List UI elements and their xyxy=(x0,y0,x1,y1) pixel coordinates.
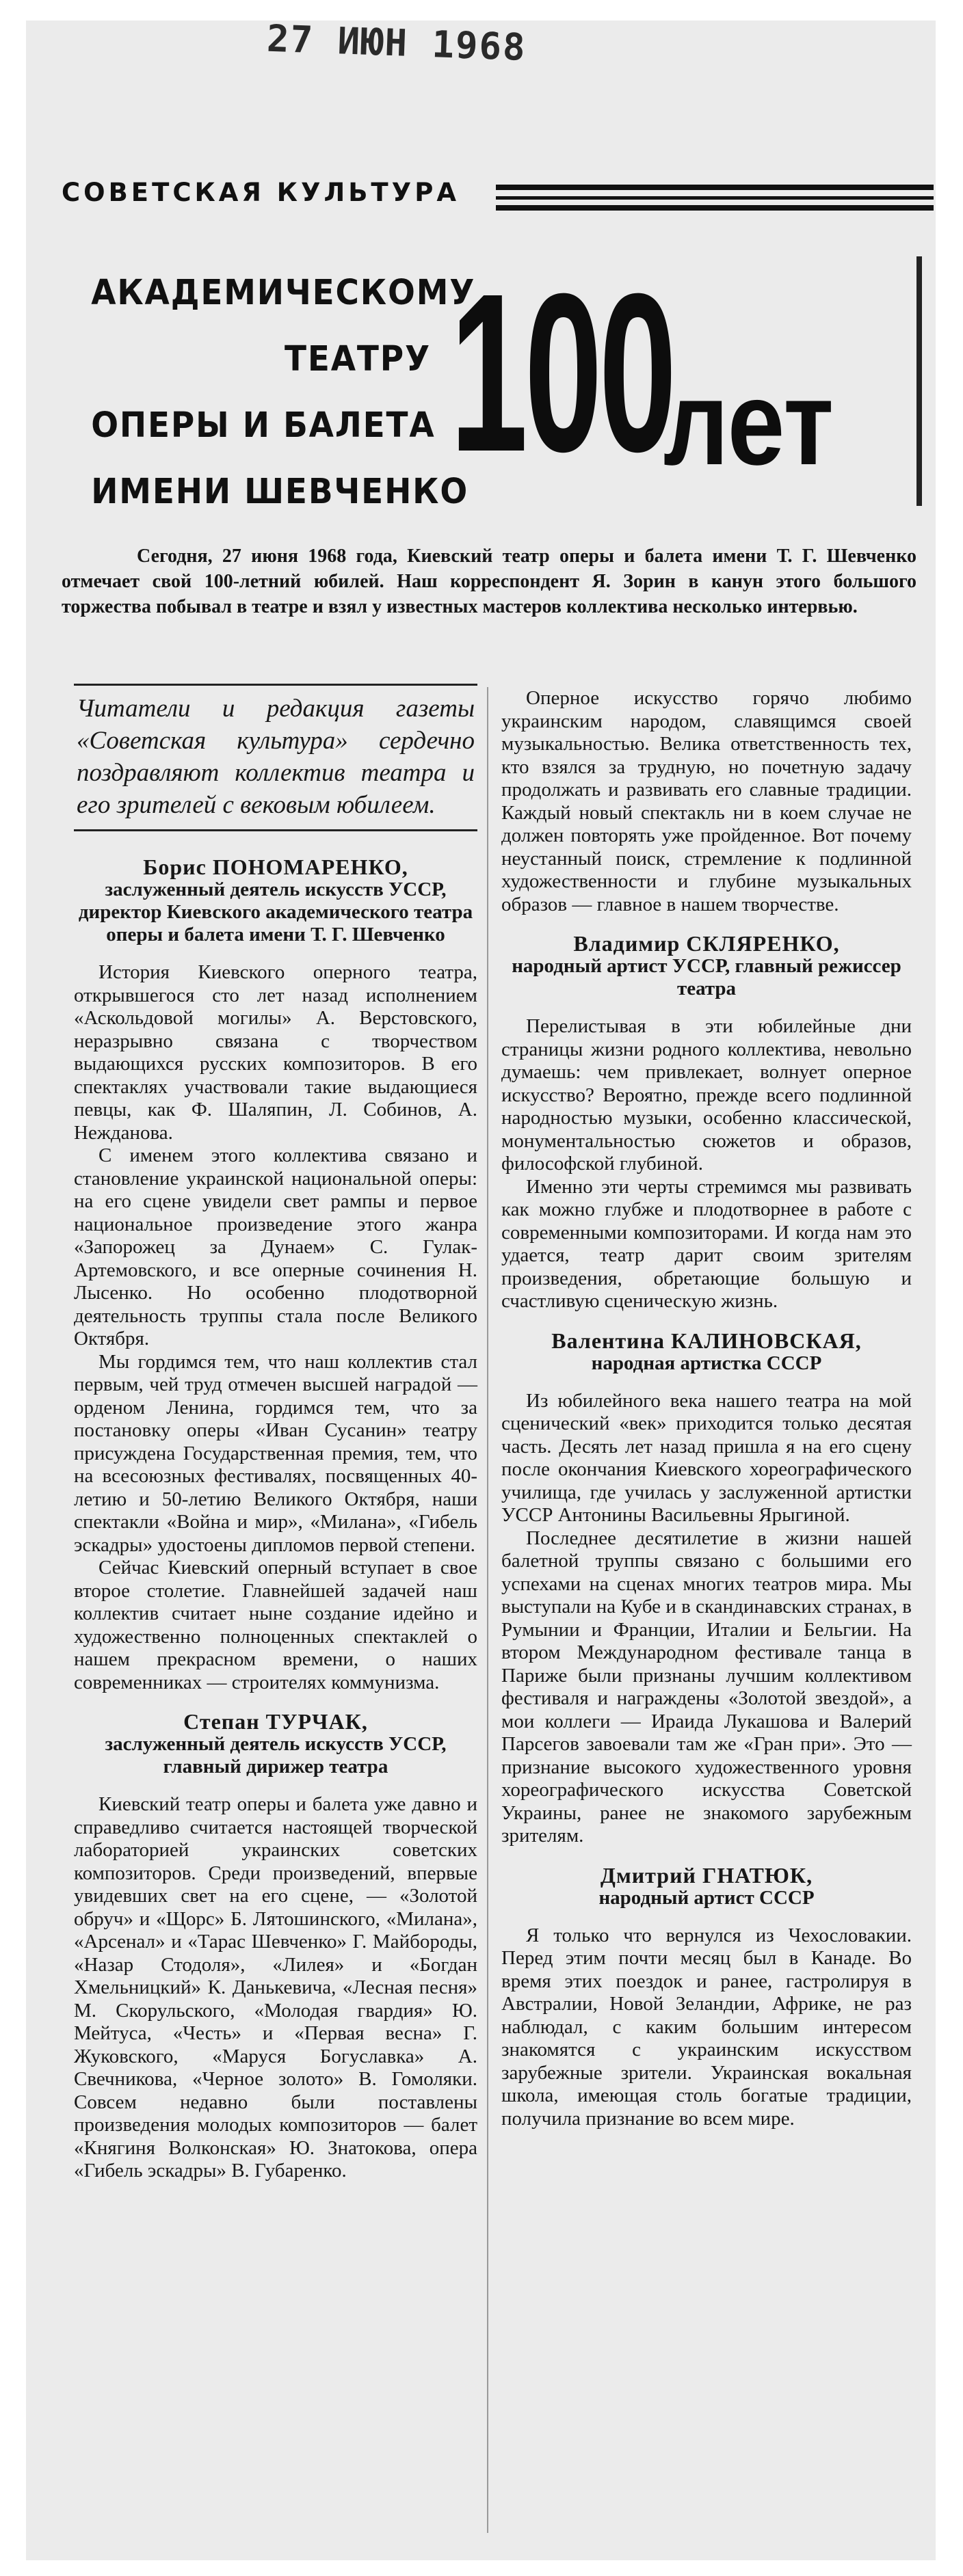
author-name: Валентина КАЛИНОВСКАЯ, xyxy=(551,1328,862,1353)
anniversary-number: 100 xyxy=(450,246,674,498)
date-stamp: 27 ИЮН 1968 xyxy=(266,16,527,69)
paragraph: С именем этого коллектива связано и становление украинской национальной оперы: на его сцене увидели свет рампы и первое национальное произведение этого жанра «Запорожец за Дунаем» С. Гулак-Артемовского, и все оперные сочинения Н. Лысенко. Но особенно плодотворной деятельность труппы стала после Великого Октября. xyxy=(74,1144,477,1350)
headline xyxy=(91,260,476,525)
headline-line-3: ОПЕРЫ И БАЛЕТА xyxy=(91,405,436,446)
headline-right-bar xyxy=(916,256,922,506)
newspaper-masthead: СОВЕТСКАЯ КУЛЬТУРА xyxy=(62,178,460,207)
masthead-rule-middle xyxy=(496,196,934,200)
author-name: Борис ПОНОМАРЕНКО, xyxy=(143,855,408,879)
anniversary-word: лет xyxy=(663,357,834,490)
headline-line-1: АКАДЕМИЧЕСКОМУ xyxy=(91,273,476,313)
masthead-rule-top xyxy=(496,185,934,190)
greeting-box xyxy=(74,684,477,831)
paragraph: Из юбилейного века нашего театра на мой сценический «век» приходится только десятая часть. Десять лет назад пришла я на его сцену после окончания Киевского хореографического училища, где училась у заслуженной артистки УССР Антонины Васильевны Ярыгиной. xyxy=(501,1389,912,1526)
paragraph: Сейчас Киевский оперный вступает в свое второе столетие. Главнейшей задачей наш коллектив считает ныне создание идейно и художественно полноценных спектаклей о нашем прекрасном времени, о наших современниках — строителях коммунизма. xyxy=(74,1557,477,1693)
paragraph: Мы гордимся тем, что наш коллектив стал первым, чей труд отмечен высшей наградой — орденом Ленина, гордимся тем, что за постановку оперы «Иван Сусанин» театру присуждена Государственная премия, тем, что на всесоюзных фестивалях, посвященных 40-летию и 50-летию Великого Октября, наши спектакли «Война и мир», «Милана», «Гибель эскадры» удостоены дипломов первой степени. xyxy=(74,1350,477,1556)
column-divider xyxy=(487,687,488,2533)
headline-line-2: ТЕАТРУ xyxy=(285,339,431,379)
masthead-rule-bottom xyxy=(496,205,934,211)
paragraph: История Киевского оперного театра, открывшегося сто лет назад исполнением «Аскольдовой могилы» А. Верстовского, неразрывно связана с творчеством выдающихся русских композиторов. В его спектаклях участвовали такие выдающиеся певцы, как Ф. Шаляпин, Л. Собинов, А. Нежданова. xyxy=(74,961,477,1144)
paragraph: Перелистывая в эти юбилейные дни страницы жизни родного коллектива, невольно думаешь: чем привлекает, волнует оперное искусство? Вероятно, прежде всего подлинной народностью музыки, особенно классической, монументальностью сюжетов и образов, философской глубиной. xyxy=(501,1015,912,1175)
paragraph: Именно эти черты стремимся мы развивать как можно глубже и плодотворнее в работе с современными композиторами. И когда нам это удается, театр дарит своим зрителям произведения, обретающие большую и счастливую сценическую жизнь. xyxy=(501,1175,912,1312)
lead-paragraph: Сегодня, 27 июня 1968 года, Киевский театр оперы и балета имени Т. Г. Шевченко отмечает свой 100-летний юбилей. Наш корреспондент Я. Зорин в канун этого большого торжества побывал в театре и взял у известных мастеров коллектива несколько интервью. xyxy=(62,546,916,617)
author-name: Владимир СКЛЯРЕНКО, xyxy=(573,931,840,956)
left-column xyxy=(74,684,477,2183)
greeting-text: Читатели и редакция газеты «Советская культура» сердечно поздравляют коллектив театра и его зрителей с вековым юбилеем. xyxy=(77,695,475,819)
byline-kalinovskaya xyxy=(501,1330,912,1375)
anniversary-title xyxy=(450,243,929,509)
byline-ponomarenko xyxy=(74,856,477,946)
author-title: народный артист СССР xyxy=(598,1886,815,1909)
author-title: народная артистка СССР xyxy=(591,1352,822,1374)
headline-line-4: ИМЕНИ ШЕВЧЕНКО xyxy=(91,472,469,512)
author-title: заслуженный деятель искусств УССР, главный дирижер театра xyxy=(105,1733,447,1777)
paragraph: Я только что вернулся из Чехословакии. Перед этим почти месяц был в Канаде. Во время этих поездок и ранее, гастролируя в Австралии, Новой Зеландии, Африке, не раз наблюдал, с каким большим интересом знакомятся с украинским искусством зарубежные зрители. Украинская вокальная школа, имеющая столь богатые традиции, получила признание во всем мире. xyxy=(501,1924,912,2130)
author-title: заслуженный деятель искусств УССР, директор Киевского академического театра оперы и балета имени Т. Г. Шевченко xyxy=(78,878,473,945)
paragraph: Оперное искусство горячо любимо украинским народом, славящимся своей музыкальностью. Велика ответственность тех, кто взялся за трудную, но почетную задачу продолжать и развивать его славные традиции. Каждый новый спектакль ни в коем случае не должен повторять уже пройденное. Вот почему неустанный поиск, стремление к подлинной художественности и глубине музыкальных образов — главное в нашем творчестве. xyxy=(501,687,912,915)
author-name: Степан ТУРЧАК, xyxy=(183,1709,368,1734)
byline-turchak xyxy=(74,1710,477,1778)
paragraph: Последнее десятилетие в жизни нашей балетной труппы связано с большими его успехами на сценах многих театров мира. Мы выступали на Кубе и в скандинавских странах, в Румынии и Франции, Италии и Бельгии. На втором Международном фестивале танца в Париже были признаны лучшим коллективом фестиваля и награждены «Золотой звездой», а мои коллеги — Ираида Лукашова и Валерий Парсегов завоевали там же «Гран при». Это — признание высокого художественного уровня хореографического искусства Советской Украины, ранее не знакомого зарубежным зрителям. xyxy=(501,1527,912,1847)
author-title: народный артист УССР, главный режиссер театра xyxy=(512,955,901,999)
author-name: Дмитрий ГНАТЮК, xyxy=(600,1862,813,1888)
paragraph: Киевский театр оперы и балета уже давно и справедливо считается настоящей творческой лабораторией украинских советских композиторов. Среди произведений, впервые увидевших свет на его сцене, — «Золотой обруч» и «Щорс» Б. Лятошинского, «Милана», «Арсенал» и «Тарас Шевченко» Г. Майбороды, «Назар Стодоля», «Лилея» и «Богдан Хмельницкий» К. Данькевича, «Лесная песня» М. Скорульского, «Молодая гвардия» Ю. Мейтуса, «Честь» и «Первая весна» Г. Жуковского, «Маруся Богуславка» А. Свечникова, «Черное золото» В. Гомоляки. Совсем недавно были поставлены произведения молодых композиторов — балет «Княгиня Волконская» Ю. Знатокова, опера «Гибель эскадры» В. Губаренко. xyxy=(74,1793,477,2182)
right-column xyxy=(501,687,912,2130)
byline-gnatyuk xyxy=(501,1864,912,1909)
byline-sklyarenko xyxy=(501,933,912,1000)
